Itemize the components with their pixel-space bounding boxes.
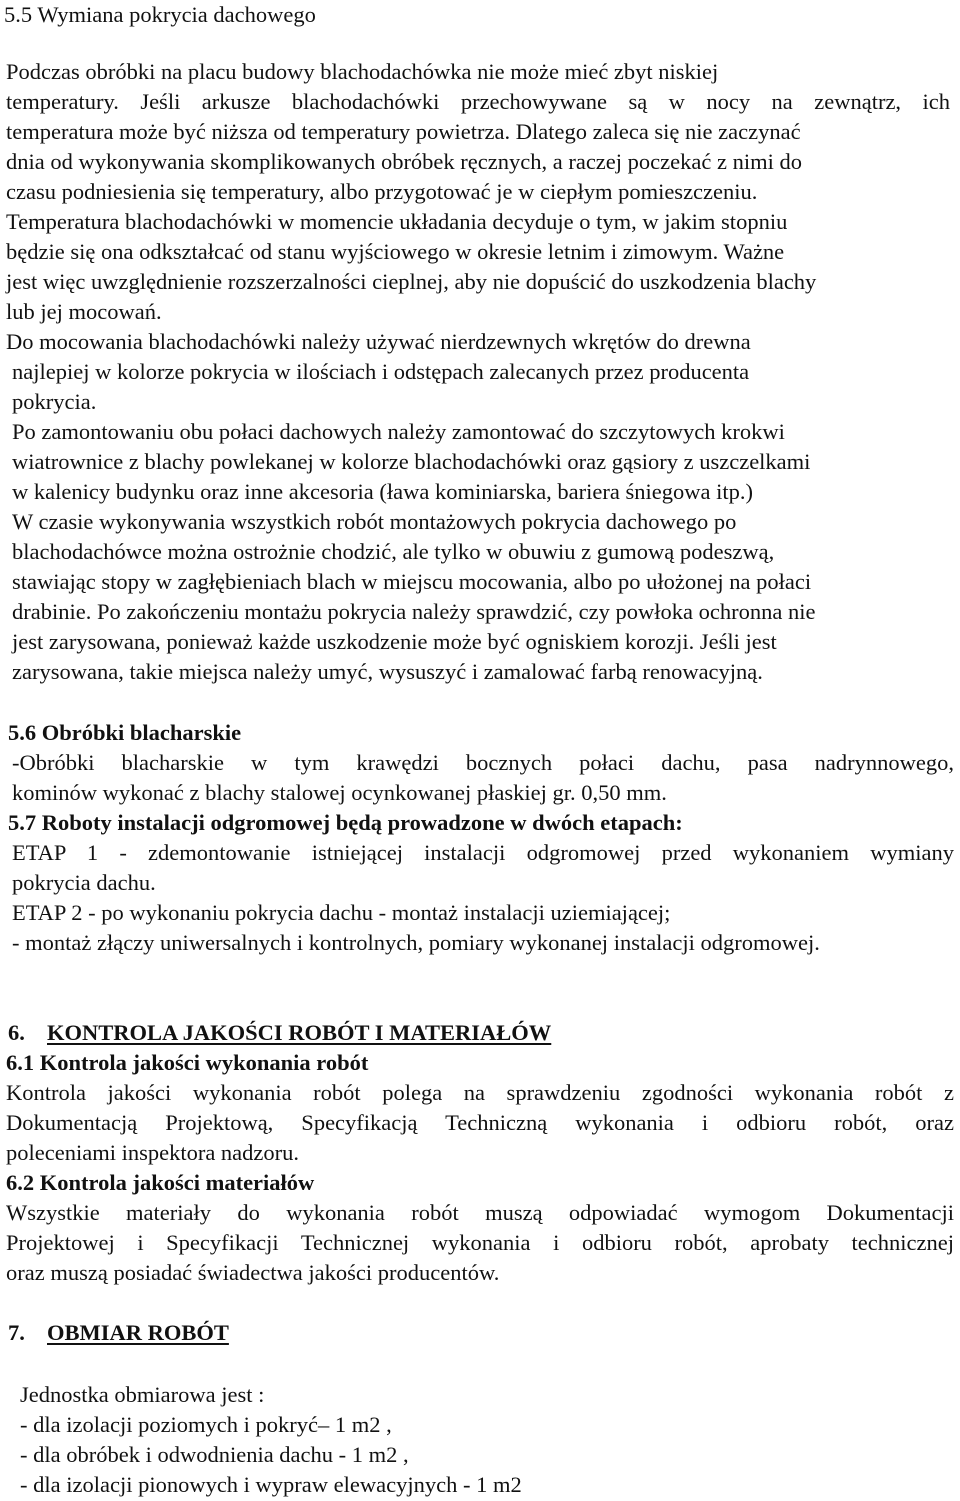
section-5-7-title: 5.7 Roboty instalacji odgromowej będą prowadzone w dwóch etapach: — [8, 810, 683, 835]
paragraph-line: kominów wykonać z blachy stalowej ocynkowanej płaskiej gr. 0,50 mm. — [12, 780, 667, 805]
paragraph-line: Projektowej i Specyfikacji Technicznej wykonania i odbioru robót, aprobaty technicznej — [6, 1230, 954, 1255]
list-item: Jednostka obmiarowa jest : — [20, 1382, 265, 1407]
paragraph-line: pokrycia. — [12, 389, 97, 414]
list-item: - dla izolacji poziomych i pokryć– 1 m2 , — [20, 1412, 392, 1437]
paragraph-line: ETAP 1 - zdemontowanie istniejącej instalacji odgromowej przed wykonaniem wymiany — [12, 840, 954, 865]
section-5-5-title: 5.5 Wymiana pokrycia dachowego — [4, 2, 316, 27]
paragraph-line: - montaż złączy uniwersalnych i kontrolnych, pomiary wykonanej instalacji odgromowej. — [12, 930, 820, 955]
paragraph-line: Do mocowania blachodachówki należy używać nierdzewnych wkrętów do drewna — [6, 329, 751, 354]
paragraph-line: zarysowana, takie miejsca należy umyć, wysuszyć i zamalować farbą renowacyjną. — [12, 659, 763, 684]
section-6-1-title: 6.1 Kontrola jakości wykonania robót — [6, 1050, 369, 1075]
paragraph-line: jest zarysowana, ponieważ każde uszkodzenie może być ogniskiem korozji. Jeśli jest — [12, 629, 777, 654]
paragraph-line: lub jej mocowań. — [6, 299, 162, 324]
section-6-title: KONTROLA JAKOŚCI ROBÓT I MATERIAŁÓW — [47, 1020, 552, 1045]
paragraph-line: wiatrownice z blachy powlekanej w kolorze blachodachówki oraz gąsiory z uszczelkami — [12, 449, 811, 474]
paragraph-line: będzie się ona odkształcać od stanu wyjściowego w okresie letnim i zimowym. Ważne — [6, 239, 785, 264]
list-item: - dla obróbek i odwodnienia dachu - 1 m2 , — [20, 1442, 409, 1467]
paragraph-line: dnia od wykonywania skomplikowanych obróbek ręcznych, a raczej poczekać z nimi do — [6, 149, 802, 174]
paragraph-line: Dokumentacją Projektową, Specyfikacją Techniczną wykonania i odbioru robót, oraz — [6, 1110, 954, 1135]
paragraph-line: oraz muszą posiadać świadectwa jakości producentów. — [6, 1260, 500, 1285]
paragraph-line: ETAP 2 - po wykonaniu pokrycia dachu - montaż instalacji uziemiającej; — [12, 900, 671, 925]
paragraph-line: najlepiej w kolorze pokrycia w ilościach i odstępach zalecanych przez producenta — [12, 359, 750, 384]
section-5-6-title: 5.6 Obróbki blacharskie — [8, 720, 242, 745]
section-6-2-title: 6.2 Kontrola jakości materiałów — [6, 1170, 315, 1195]
paragraph-line: Po zamontowaniu obu połaci dachowych należy zamontować do szczytowych krokwi — [12, 419, 785, 444]
paragraph-line: poleceniami inspektora nadzoru. — [6, 1140, 300, 1165]
paragraph-line: Kontrola jakości wykonania robót polega na sprawdzeniu zgodności wykonania robót z — [6, 1080, 954, 1105]
paragraph-line: blachodachówce można ostrożnie chodzić, ale tylko w obuwiu z gumową podeszwą, — [12, 539, 775, 564]
paragraph-line: stawiając stopy w zagłębieniach blach w miejscu mocowania, albo po ułożonej na połaci — [12, 569, 812, 594]
paragraph-line: czasu podniesienia się temperatury, albo przygotować je w ciepłym pomieszczeniu. — [6, 179, 758, 204]
section-7-title: OBMIAR ROBÓT — [47, 1320, 229, 1345]
paragraph-line: drabinie. Po zakończeniu montażu pokrycia należy sprawdzić, czy powłoka ochronna nie — [12, 599, 816, 624]
paragraph-line: temperatura może być niższa od temperatury powietrza. Dlatego zaleca się nie zaczynać — [6, 119, 801, 144]
section-6-number: 6. — [8, 1020, 25, 1045]
paragraph-line: temperatury. Jeśli arkusze blachodachówki przechowywane są w nocy na zewnątrz, ich — [6, 89, 950, 114]
paragraph-line: Wszystkie materiały do wykonania robót muszą odpowiadać wymogom Dokumentacji — [6, 1200, 954, 1225]
section-7-number: 7. — [8, 1320, 25, 1345]
paragraph-line: w kalenicy budynku oraz inne akcesoria (ława kominiarska, bariera śniegowa itp.) — [12, 479, 753, 504]
paragraph-line: pokrycia dachu. — [12, 870, 156, 895]
paragraph-line: Podczas obróbki na placu budowy blachodachówka nie może mieć zbyt niskiej — [6, 59, 719, 84]
paragraph-line: Temperatura blachodachówki w momencie układania decyduje o tym, w jakim stopniu — [6, 209, 788, 234]
list-item: - dla izolacji pionowych i wypraw elewacyjnych - 1 m2 — [20, 1472, 522, 1497]
paragraph-line: -Obróbki blacharskie w tym krawędzi bocznych połaci dachu, pasa nadrynnowego, — [12, 750, 954, 775]
paragraph-line: jest więc uwzględnienie rozszerzalności cieplnej, aby nie dopuścić do uszkodzenia blachy — [6, 269, 817, 294]
paragraph-line: W czasie wykonywania wszystkich robót montażowych pokrycia dachowego po — [12, 509, 737, 534]
